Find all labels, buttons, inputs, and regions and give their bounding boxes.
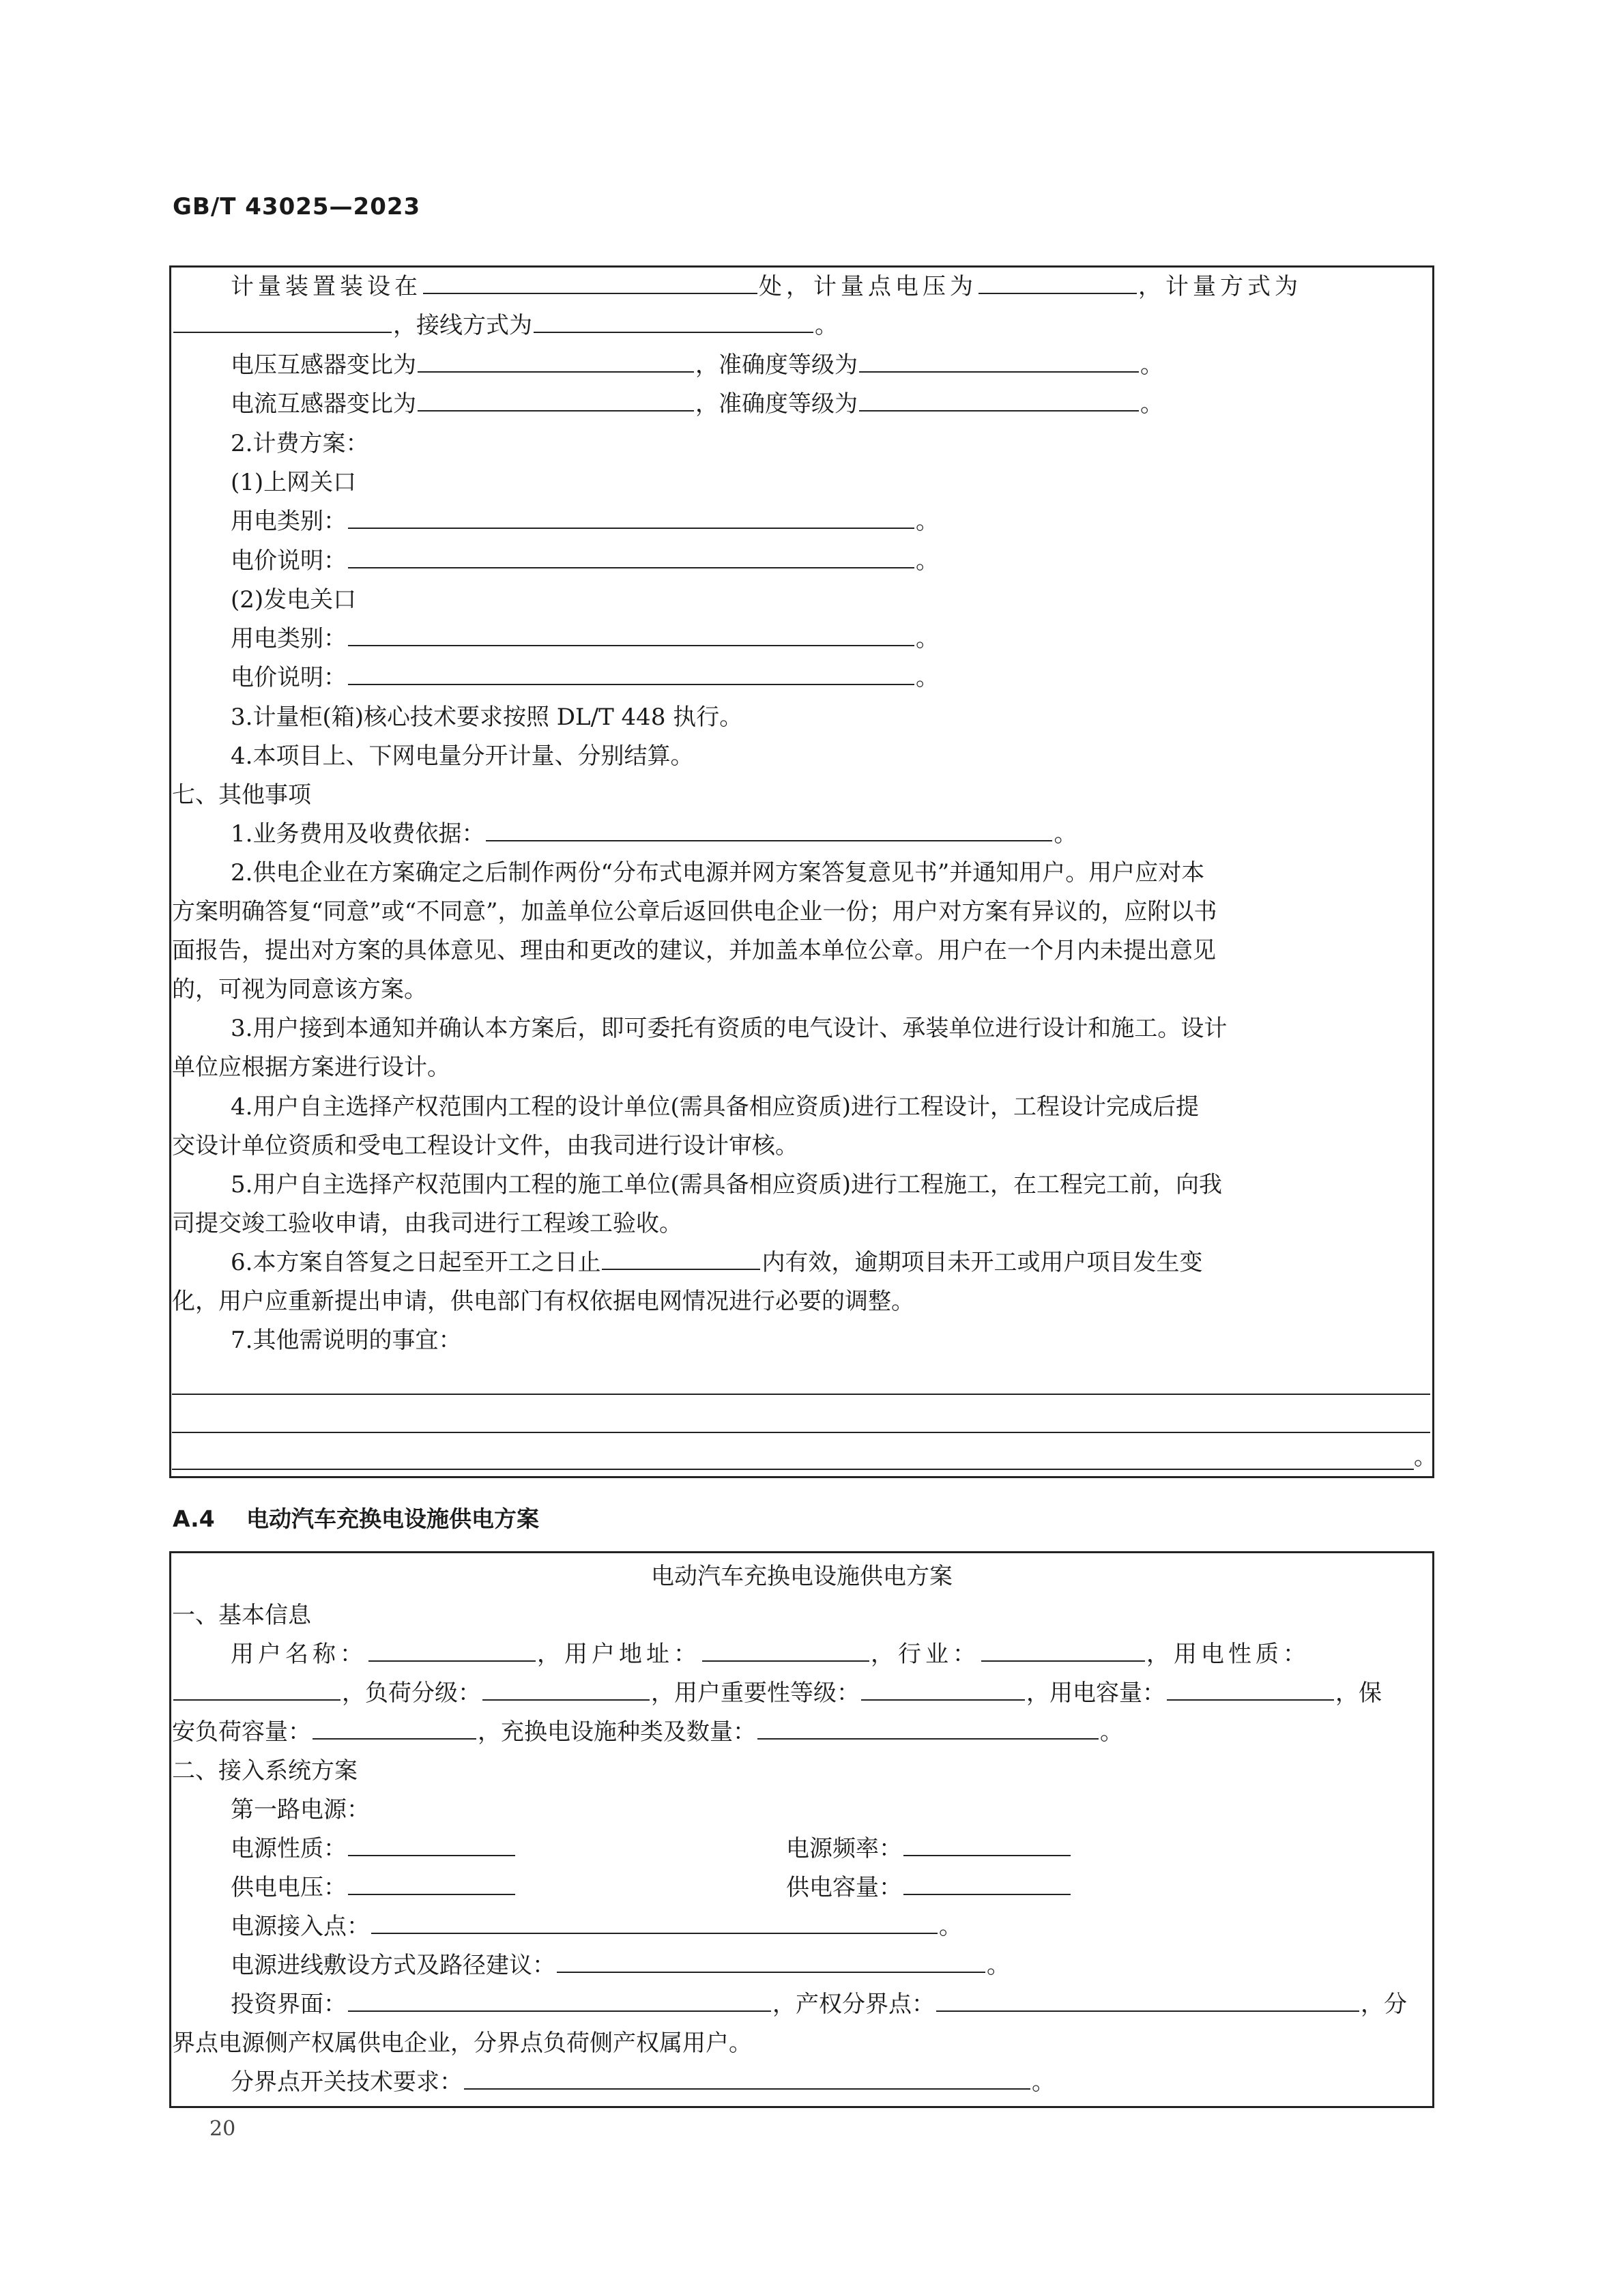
form-line: 电源进线敷设方式及路径建议： 。	[231, 1952, 1010, 1979]
form-table-ev-charging	[169, 1551, 1434, 2108]
form-line: ，接线方式为 。	[172, 311, 838, 341]
form-line: 电源接入点： 。	[231, 1913, 962, 1940]
blank-field[interactable]	[936, 1990, 1359, 2012]
form-line: 1.业务费用及收费依据： 。	[231, 820, 1077, 848]
blank-line[interactable]	[172, 1394, 1430, 1395]
form-line: 分界点开关技术要求： 。	[231, 2068, 1055, 2096]
paragraph-line: 单位应根据方案进行设计。	[172, 1054, 450, 1081]
form-line: 电价说明： 。	[231, 664, 939, 691]
paragraph-line: 3.用户接到本通知并确认本方案后，即可委托有资质的电气设计、承装单位进行设计和施工。设计	[231, 1015, 1228, 1042]
end-mark: 。	[1414, 1443, 1437, 1471]
form-line: 电源频率：	[786, 1834, 1072, 1864]
blank-field[interactable]	[348, 547, 914, 568]
form-line: 供电电压：	[231, 1873, 517, 1903]
blank-field[interactable]	[702, 1640, 869, 1662]
form-line: 计量装置装设在 处，计量点电压为 ，计量方式为	[231, 273, 1302, 300]
blank-field[interactable]	[313, 1718, 476, 1740]
form-line: (2)发电关口	[231, 586, 357, 614]
form-line: 供电容量：	[786, 1873, 1072, 1903]
form-line: 电流互感器变比为 ，准确度等级为 。	[231, 390, 1163, 418]
blank-field[interactable]	[482, 1679, 650, 1701]
blank-field[interactable]	[368, 1640, 536, 1662]
paragraph-line: 方案明确答复“同意”或“不同意”，加盖单位公章后返回供电企业一份；用户对方案有异议的，应附以书	[172, 898, 1217, 925]
blank-field[interactable]	[348, 1873, 515, 1895]
paragraph-line: 面报告，提出对方案的具体意见、理由和更改的建议，并加盖本单位公章。用户在一个月内未提出意见	[172, 937, 1216, 964]
form-line: 电源性质：	[231, 1834, 517, 1864]
blank-field[interactable]	[423, 272, 757, 294]
blank-field[interactable]	[173, 1679, 340, 1701]
form-line: ，负荷分级： ，用户重要性等级： ，用电容量： ，保	[172, 1678, 1382, 1708]
form-line: 2.计费方案：	[231, 430, 369, 457]
form-line: 投资界面： ，产权分界点： ，分	[231, 1991, 1407, 2018]
blank-field[interactable]	[981, 1640, 1145, 1662]
page-number: 20	[209, 2117, 236, 2141]
blank-field[interactable]	[859, 390, 1139, 412]
form-line: 第一路电源：	[231, 1796, 370, 1823]
blank-field[interactable]	[859, 351, 1139, 373]
blank-field[interactable]	[757, 1718, 1099, 1740]
form-line: 用电类别： 。	[231, 508, 939, 535]
paragraph-line: 司提交竣工验收申请，由我司进行工程竣工验收。	[172, 1210, 682, 1237]
section-title: A.4 电动汽车充换电设施供电方案	[173, 1505, 539, 1532]
blank-field[interactable]	[348, 507, 914, 529]
form-line: 3.计量柜(箱)核心技术要求按照 DL/T 448 执行。	[231, 704, 743, 731]
paragraph-line: 4.用户自主选择产权范围内工程的设计单位(需具备相应资质)进行工程设计，工程设计完成后提	[231, 1093, 1199, 1121]
blank-field[interactable]	[418, 390, 694, 412]
paragraph-line: 的，可视为同意该方案。	[172, 976, 427, 1003]
section-heading: 七、其他事项	[172, 781, 311, 809]
blank-field[interactable]	[464, 2068, 1030, 2090]
blank-field[interactable]	[348, 663, 914, 685]
blank-field[interactable]	[602, 1248, 760, 1270]
blank-field[interactable]	[371, 1912, 938, 1934]
form-line: 7.其他需说明的事宜：	[231, 1327, 462, 1354]
section-heading: 一、基本信息	[172, 1602, 311, 1629]
paragraph-line: 5.用户自主选择产权范围内工程的施工单位(需具备相应资质)进行工程施工，在工程完工前，向我	[231, 1171, 1222, 1198]
blank-field[interactable]	[903, 1834, 1071, 1856]
blank-field[interactable]	[348, 1834, 515, 1856]
form-line: 电价说明： 。	[231, 547, 939, 575]
paragraph-line: 2.供电企业在方案确定之后制作两份“分布式电源并网方案答复意见书”并通知用户。用户应对本	[231, 859, 1205, 886]
paragraph-line: 化，用户应重新提出申请，供电部门有权依据电网情况进行必要的调整。	[172, 1288, 914, 1315]
form-line: 安负荷容量： ，充换电设施种类及数量： 。	[172, 1718, 1123, 1746]
form-line: 电压互感器变比为 ，准确度等级为 。	[231, 351, 1163, 379]
blank-field[interactable]	[418, 351, 694, 373]
blank-field[interactable]	[861, 1679, 1025, 1701]
blank-field[interactable]	[1167, 1679, 1334, 1701]
table-title: 电动汽车充换电设施供电方案	[651, 1563, 953, 1590]
standard-number: GB/T 43025—2023	[173, 193, 421, 220]
blank-field[interactable]	[348, 624, 914, 646]
section-heading: 二、接入系统方案	[172, 1757, 358, 1785]
paragraph-line: 6.本方案自答复之日起至开工之日止 内有效，逾期项目未开工或用户项目发生变	[231, 1249, 1203, 1276]
form-line: 用户名称： ，用户地址： ，行业： ，用电性质：	[231, 1641, 1310, 1668]
blank-field[interactable]	[903, 1873, 1071, 1895]
form-line: 4.本项目上、下网电量分开计量、分别结算。	[231, 742, 694, 770]
blank-field[interactable]	[978, 272, 1137, 294]
blank-line[interactable]	[172, 1432, 1430, 1433]
blank-field[interactable]	[173, 311, 392, 333]
form-line: (1)上网关口	[231, 469, 357, 496]
blank-field[interactable]	[557, 1951, 985, 1973]
blank-field[interactable]	[348, 1990, 771, 2012]
paragraph-line: 界点电源侧产权属供电企业，分界点负荷侧产权属用户。	[172, 2030, 752, 2057]
blank-field[interactable]	[534, 311, 813, 333]
paragraph-line: 交设计单位资质和受电工程设计文件，由我司进行设计审核。	[172, 1132, 798, 1159]
blank-field[interactable]	[486, 820, 1052, 841]
form-line: 用电类别： 。	[231, 625, 939, 652]
blank-line[interactable]	[172, 1469, 1414, 1470]
